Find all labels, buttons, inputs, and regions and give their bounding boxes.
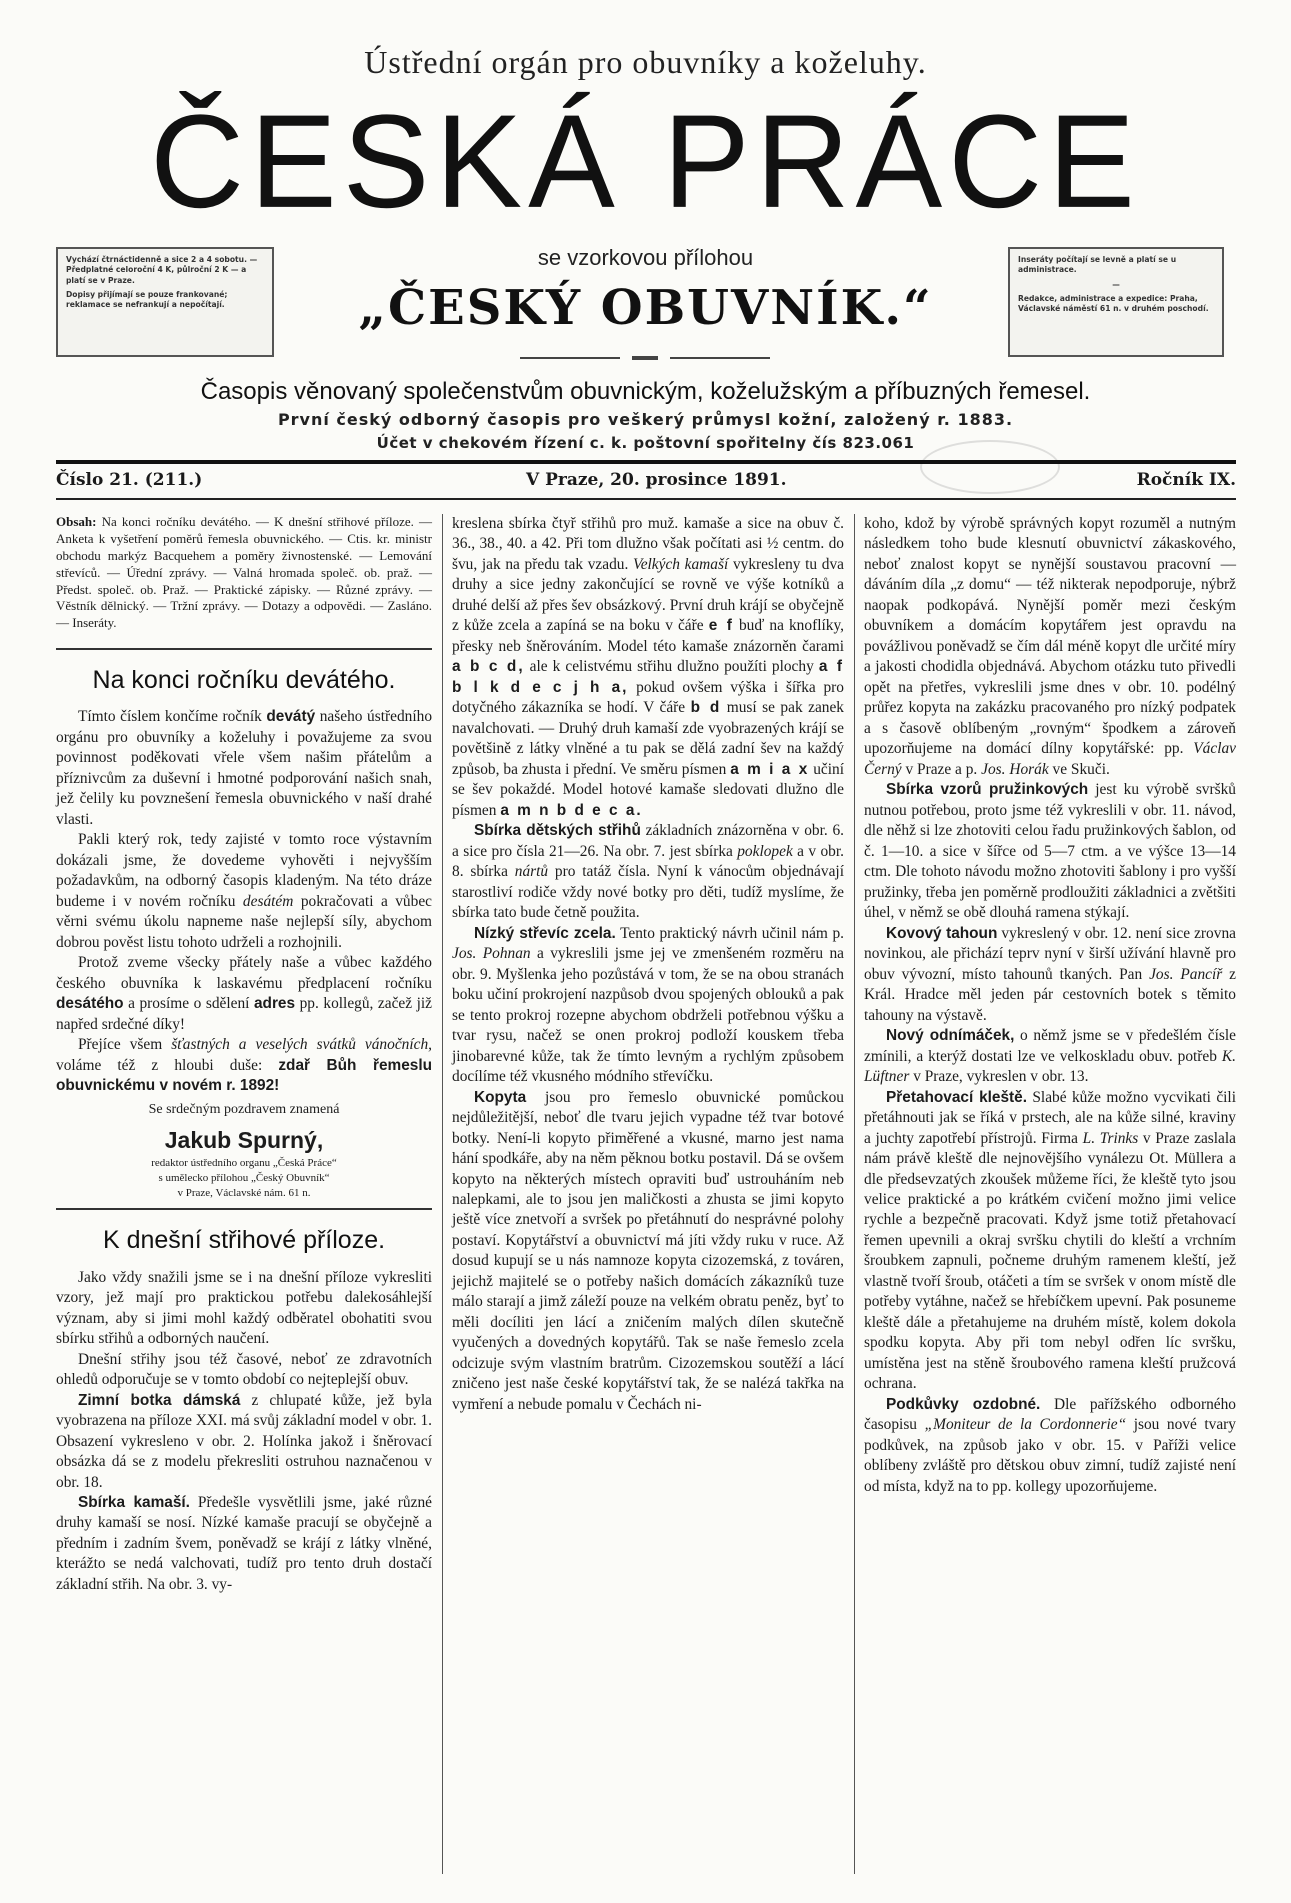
table-of-contents xyxy=(56,514,432,640)
paragraph: Sbírka dětských střihů základních znázorněna v obr. 6. a sice pro čísla 21—26. Na obr. 7. jest sbírka poklopek a v obr. 8. sbírka nártů pro tatáž čísla. Nyní k vánocům objednávají starostliví rodiče vždy nové botky pro děti, tudíž myslíme, že sbírka tato bude četně použita. xyxy=(452,822,844,922)
letters-info-text: Dopisy přijímají se pouze frankované; reklamace se nefrankují a nepočítají. xyxy=(66,289,228,309)
greeting-line: Se srdečným pozdravem znamená xyxy=(148,1101,340,1117)
contents-label: Obsah: xyxy=(56,514,97,529)
signature-block xyxy=(56,1125,432,1200)
masthead-title: ČESKÁ PRÁCE xyxy=(150,86,1141,236)
header-rule-bottom xyxy=(56,498,1236,500)
issue-place-date: V Praze, 20. prosince 1891. xyxy=(526,470,787,490)
editorial-address-text: Redakce, administrace a expedice: Praha, Václavské náměstí 61 n. v druhém poschodí. xyxy=(1018,293,1209,313)
signature-line: v Praze, Václavské nám. 61 n. xyxy=(177,1186,311,1199)
box-divider: — xyxy=(1112,279,1120,289)
column-1 xyxy=(56,514,432,1595)
paragraph: Jako vždy snažili jsme se i na dnešní příloze vykresliti vzory, jež mají pro praktickou potřebu dalekosáhlejší význam, aby si jimi mohl každý odběratel obohatiti svou sbírku střihů a odborných naučení. xyxy=(56,1268,432,1348)
founded-line: První český odborný časopis pro veškerý průmysl kožní, založený r. 1883. xyxy=(277,410,1014,429)
contents-text: Na konci ročníku devátého. — K dnešní střihové příloze. — Anketa k vyšetření poměrů řemesla obuvnického. — Ctis. kr. ministr obchodu markýz Bacquehem a poměry živnostenské. — Lemování střevíců. — Úřední zprávy. — Valná hromada společ. ob. praž. — Předst. společ. ob. Praž. — Praktické zápisky. — Různé zprávy. — Věstník dělnický. — Tržní zprávy. — Dotazy a odpovědi. — Zasláno. — Inseráty. xyxy=(56,514,432,631)
paragraph: Nízký střevíc zcela. Tento praktický návrh učinil nám p. Jos. Pohnan a vykreslili jsme jej ve zmenšeném rozměru na obr. 9. Myšlenka jeho pozůstává v tom, že se na obou stranách boku učiní prokrojení nazpůsob dvou spojených oblouků a pak se tento prokroj rozepne abychom obdrželi potřebnou výšku a tvar rysu, načež se onen prokroj podloží kouskem třeba jinobarevné kůže, tak že tímto levným a rychlým způsobem docílíme též vkusného módního střevíčku. xyxy=(452,924,844,1086)
account-line: Účet v chekovém řízení c. k. poštovní spořitelny čís 823.061 xyxy=(376,434,915,452)
paragraph: Protož zveme všecky přátely naše a vůbec každého českého obuvníka k laskavému předplacení ročníku desátého a prosíme o sdělení adres pp. kollegů, začež již napřed srdečné díky! xyxy=(56,954,432,1033)
article-heading-pattern-supplement: K dnešní střihové příloze. xyxy=(102,1226,386,1255)
signature-line: redaktor ústředního organu „Česká Práce“ xyxy=(151,1156,337,1169)
paragraph: Nový odnímáček, o němž jsme se v předešlém čísle zmínili, a kterýž dostati lze ve velkoskladu obuv. potřeb K. Lüftner v Praze, vykreslen v obr. 13. xyxy=(864,1027,1237,1086)
article-heading-end-of-volume: Na konci ročníku devátého. xyxy=(92,666,396,695)
journal-description: Časopis věnovaný společenstvům obuvnickým, koželužským a příbuzných řemesel. xyxy=(200,378,1091,405)
paragraph: kreslena sbírka čtyř střihů pro muž. kamaše a sice na obuv č. 36., 38., 40. a 42. Při tom dlužno však počítati asi ½ centm. do švu, jak na předu tak vzadu. Velkých kamaší vykresleny tu dva druhy a sice jedny zakončující se rovně ve výše kotníků a druhé delší až přes šev obsázkový. První druh krájí se obyčejně z kůže zcela a zapíná se na boku v čáře e f buď na knoflíky, přesky neb šněrováním. Model této kamaše znázorněn čarami a b c d, ale k celistvému střihu dlužno použíti plochy a f b l k d e c j h a, pokud ovšem výška i šířka pro dotyčného zákazníka se hodí. V čáře b d musí se pak zanek navalchovati. — Druhý druh kamaší zde vyobrazených krájí se povětšině z látky vlněné a tu pak se dělá zadní šev na každý způsob, ba zhusta i přední. Ve směru písmen a m i a x učiní se šev pokaždé. Model hotové kamaše sledovati dlužno dle písmen a m n b d e c a. xyxy=(452,515,844,819)
subscription-info-text: Vychází čtrnáctidenně a sice 2 a 4 sobotu. — Předplatné celoroční 4 K, půlroční 2 K — a platí se v Praze. xyxy=(66,255,258,285)
paragraph: Dnešní střihy jsou též časové, neboť ze zdravotních ohledů odporučuje se v tomto období co nejteplejší obuv. xyxy=(56,1350,432,1389)
paragraph: Podkůvky ozdobné. Dle pařížského odborného časopisu „Moniteur de la Cordonnerie“ jsou nové tvary podkůvek, na způsob jako v obr. 15. v Paříži velice oblíbeny zvláště pro dětskou obuv zimní, tudíž zajisté není od místa, když na to pp. kollegy upozorňujeme. xyxy=(864,1395,1236,1495)
column-3 xyxy=(864,514,1236,1497)
paragraph: Sbírka vzorů pružinkových jest ku výrobě svršků nutnou potřebou, proto jsme též vykreslili v obr. 11. návod, dle něhž si lze zhotoviti celou řadu pružinkových šablon, od č. 1—10. a sice v šířce od 5—7 ctm. a ve výšce 13—14 ctm. Dle tohoto návodu možno zhotoviti šablony i pro vyšší pružinky, třeba jen poměrně prodloužiti základnici a zvětšiti úhel, v němž se obě dlouhá ramena stýkají. xyxy=(864,781,1237,922)
supplement-line: se vzorkovou přílohou xyxy=(537,245,754,270)
issue-volume: Ročník IX. xyxy=(1136,470,1236,490)
ornament-divider xyxy=(520,352,770,362)
paragraph: Kovový tahoun vykreslený v obr. 12. není sice zrovna novinkou, ale přichází teprv nyní v širší užívání hlavně pro obuv vývozní, místo tahounů tkaných. Pan Jos. Pancíř z Král. Hradce měl jeden pár cestovních botek s těmito tahouny na výstavě. xyxy=(864,924,1236,1024)
column-divider-2 xyxy=(854,514,855,1874)
supplement-title: „ČESKÝ OBUVNÍK.“ xyxy=(358,280,933,336)
signature-name: Jakub Spurný, xyxy=(164,1127,324,1154)
paragraph: Zimní botka dámská z chlupaté kůže, jež byla vyobrazena na příloze XXI. má svůj základní model v obr. 1. Obsazení vykresleno v obr. 2. Holínka jakož i šněrovací obsázka dá se z modelu překresliti ostruhou naznačenou v obr. 18. xyxy=(56,1391,432,1491)
header-subtitle: Ústřední orgán pro obuvníky a koželuhy. xyxy=(364,44,927,80)
column-2 xyxy=(452,514,844,1415)
paragraph: Přetahovací kleště. Slabé kůže možno vycvikati čili přetáhnouti jak se říká v prstech, ale na kůže silné, kraviny a juchty zapotřebí přístrojů. Firma L. Trinks v Praze zaslala nám právě kleště dle nejnovějšího vynálezu Ot. Müllera a dle předsevzatých zkoušek můžeme říci, že kleště tyto jsou velice praktické a po krátkém cvičení možno jimi velice rychle a bezpečně pracovati. Když jsme totiž přetahovací řemen upevnili a okraj svršku chytili do kleští a vrchním šroubkem zapnuli, počneme druhým ramenem kleští, jež vlastně tvoří šroub, otáčeti a tím se svršek v onom místě dle potřeby vytáhne, načež se hřebíčkem upevní. Pak posuneme kleště dále a přetahujeme na druhém místě, kolem dokola spodku kopyta. Aby při tom nebyl odřen líc svršku, umístěna jest na stěně šroubového ramena kleští pružcová ochrana. xyxy=(864,1088,1236,1393)
issue-number: Číslo 21. (211.) xyxy=(56,470,203,490)
paragraph: Tímto číslem končíme ročník devátý našeho ústředního orgánu pro obuvníky a koželuhy i považujeme za svou povinnost poděkovati vřele všem našim přátelům a příznivcům za duševní i hmotné podporování našich snah, jež čelily ku povznešení řemesla obuvnického v naší drahé vlasti. xyxy=(56,708,433,828)
issue-info-row xyxy=(56,470,1236,494)
paragraph: Kopyta jsou pro řemeslo obuvnické pomůckou nejdůležitější, neboť dle tvaru jejich vypadne též tvar botové botky. Není-li kopyto přiměřené a vkusné, marno jest nama hání spodkáře, aby na něm pěknou botku postavil. Dá se ovšem kopyto na některých místech opraviti buď ustrouháním neb nalepkami, ale to jsou jen maličkosti a zhusta se jimi kopyto ještě více znetvoří a svršek po přetáhnutí do nesprávné polohy postaví. Kopytářství a obuvnictví má jíti vždy ruku v ruce. Až dosud kupují se u nás namnoze kopyta cizozemská, z továren, jejichž majitelé se o potřeby našich domácích zákazníků tuze málo starají a jimž záleží pouze na velkém obratu peněz, byť to měli docíliti jen lácí a zničením malých dílen skutečně vyučených a dovedných kopytářů. Tak se naše řemeslo zcela odcizuje svým vlastním bratrům. Cizozemskou soutěží a lácí zničeno jest naše české kopytářství tak, že se nalézá takřka na vymření a nebude pomalu v Čechách ni- xyxy=(452,1088,844,1413)
ads-info-text: Inseráty počítají se levně a platí se u administrace. xyxy=(1018,255,1177,275)
paragraph: Pakli který rok, tedy zajisté v tomto roce výstavním dokázali jsme, že dovedeme vyhověti i nejvyšším požadavkům, na odborný časopis kladeným. Na této dráze budeme i v novém ročníku desátém pokračovati a vůbec věrni svému úkolu napneme naše nejlepší síly, abychom dobrou pověst listu tohoto udrželi a rozhojnili. xyxy=(56,831,432,951)
paragraph: Sbírka kamaší. Předešle vysvětlili jsme, jaké různé druhy kamaší se nosí. Nízké kamaše pracují se obyčejně a předním i zadním švem, poněvadž se krájí z látky vlněné, kterážto se nedá valchovati, tudíž pro tento druh dostačí základní střih. Na obr. 3. vy- xyxy=(56,1493,432,1593)
column-divider-1 xyxy=(442,514,443,1874)
paragraph: koho, kdož by výrobě správných kopyt rozuměl a nutným následkem toho bude klesnutí obuvnictví zákaskového, neboť znalost kopyt se nynější soustavou pracovní — dáváním díla „z domu“ — též nikterak nepodporuje, nýbrž naopak podkopává. Nynější poměr mezi českým obuvníkem a domácím kopytářem jest opravdu na povážlivou poněvadž se čím dál méně kopyt dle určité míry a jakosti chodidla objednává. Abychom otázku tuto přivedli opět na přetřes, vykreslili jsme dnes v obr. 10. podélný průřez kopyta na zakázku pracovaného pro nízký podpatek a s časově oblíbeným „rovným“ špodkem a zároveň upozorňujeme na domácí dílny kopytářské: pp. Václav Černý v Praze a p. Jos. Horák ve Skuči. xyxy=(864,515,1236,778)
section-rule xyxy=(56,648,432,650)
section-rule xyxy=(56,1208,432,1210)
header-rule-top xyxy=(56,460,1236,464)
signature-line: s umělecko přílohou „Český Obuvník“ xyxy=(158,1171,330,1184)
paragraph: Přejíce všem šťastných a veselých svátků vánočních, voláme též z hloubi duše: zdař Bůh řemeslu obuvnickému v novém r. 1892! xyxy=(56,1036,432,1095)
